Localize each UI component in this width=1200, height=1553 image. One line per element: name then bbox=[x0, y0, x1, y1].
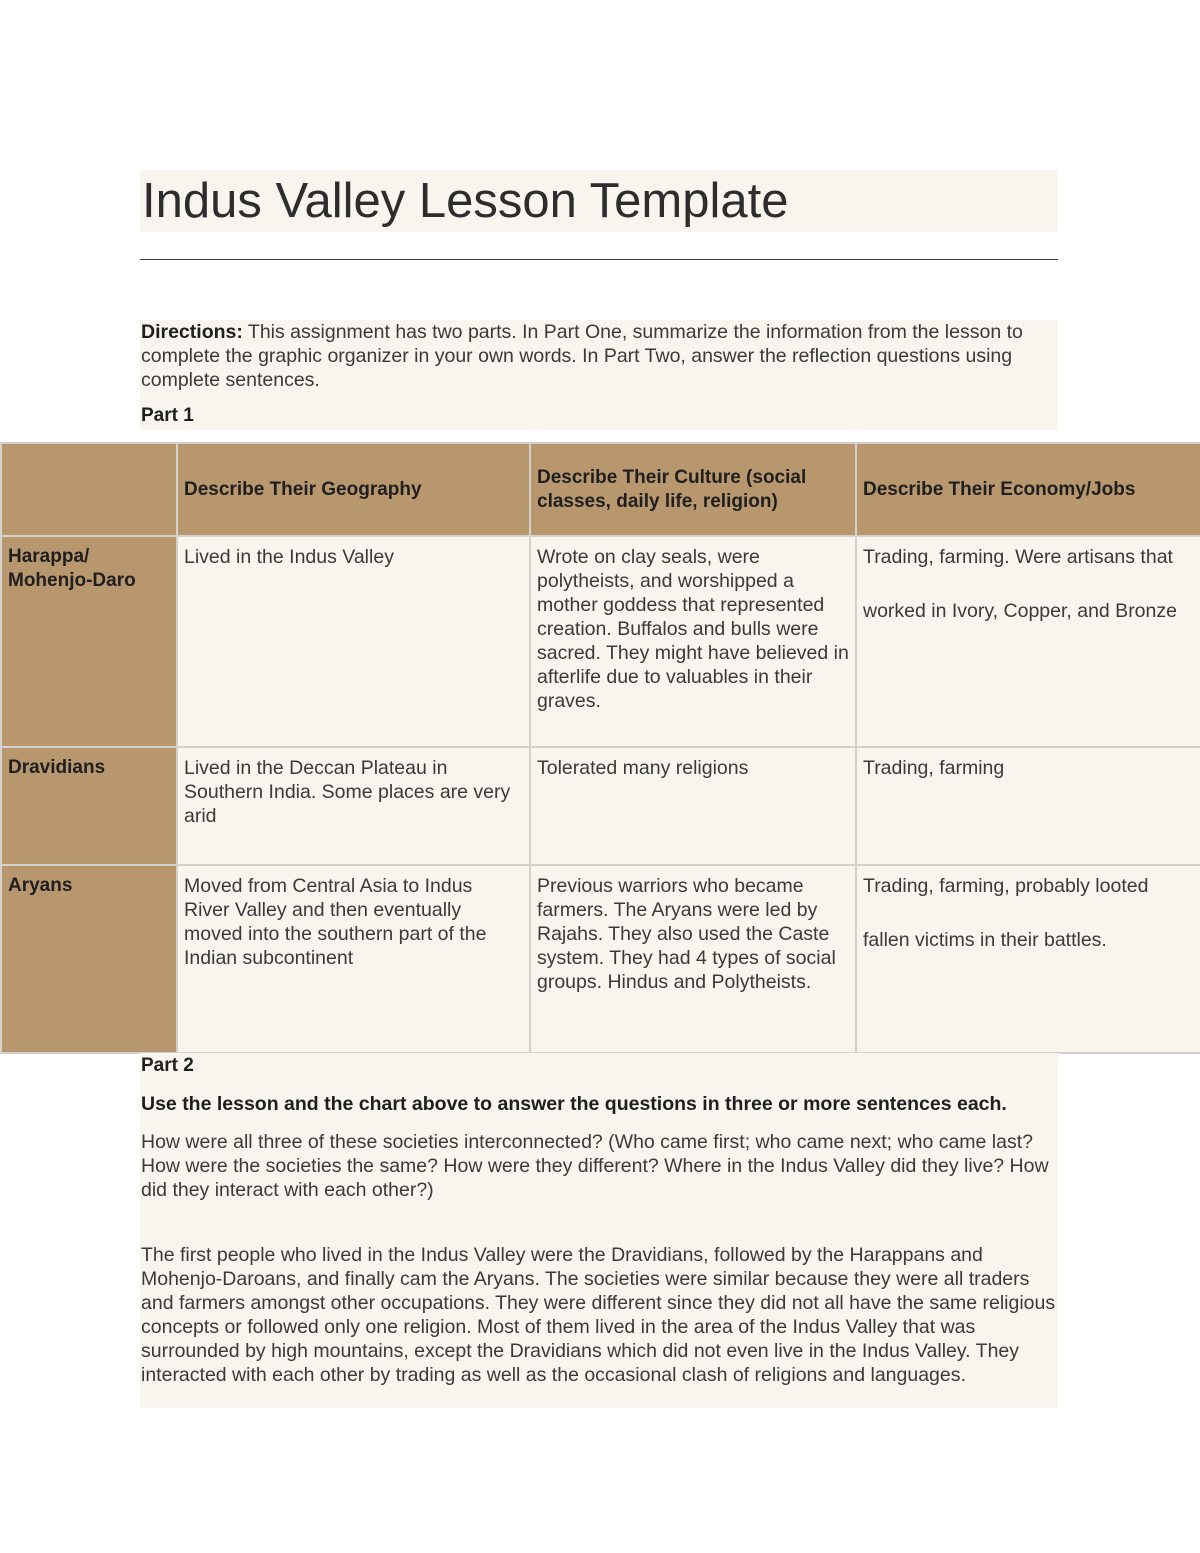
dravidians-geography: Lived in the Deccan Plateau in Southern India. Some places are very arid bbox=[177, 747, 530, 865]
aryans-culture: Previous warriors who became farmers. The Aryans were led by Rajahs. They also used the Caste system. They had 4 types of social groups. Hindus and Polytheists. bbox=[530, 865, 856, 1053]
table-header-row bbox=[1, 443, 1200, 536]
harappa-economy-cell bbox=[856, 536, 1200, 747]
harappa-economy: Trading, farming. Were artisans that worked in Ivory, Copper, and Bronze bbox=[863, 546, 1177, 622]
reflection-question: How were all three of these societies interconnected? (Who came first; who came next; who came last? How were the societies the same? How were they different? Where in the Indus Valley did they live? How did they interact with each other?) bbox=[141, 1131, 1049, 1201]
harappa-geography: Lived in the Indus Valley bbox=[177, 536, 530, 747]
table-row bbox=[1, 865, 1200, 1053]
table-row bbox=[1, 536, 1200, 747]
aryans-geography: Moved from Central Asia to Indus River Valley and then eventually moved into the southern part of the Indian subcontinent bbox=[177, 865, 530, 1053]
dravidians-culture: Tolerated many religions bbox=[530, 747, 856, 865]
aryans-economy-cell bbox=[856, 865, 1200, 1053]
directions-text: This assignment has two parts. In Part One, summarize the information from the lesson to complete the graphic organizer in your own words. In Part Two, answer the reflection questions using complete sentences. bbox=[141, 321, 1023, 391]
header-corner-cell bbox=[1, 443, 177, 536]
directions bbox=[141, 320, 1056, 392]
header-culture: Describe Their Culture (social classes, daily life, religion) bbox=[530, 443, 856, 536]
part-1-heading: Part 1 bbox=[141, 405, 194, 426]
page-title: Indus Valley Lesson Template bbox=[142, 174, 789, 228]
aryans-economy: Trading, farming, probably looted fallen victims in their battles. bbox=[863, 875, 1149, 951]
title-divider bbox=[140, 259, 1058, 260]
row-label-dravidians: Dravidians bbox=[1, 747, 177, 865]
table-row bbox=[1, 747, 1200, 865]
part-2-instruction: Use the lesson and the chart above to answer the questions in three or more sentences each. bbox=[141, 1093, 1007, 1115]
reflection-answer: The first people who lived in the Indus Valley were the Dravidians, followed by the Harappans and Mohenjo-Daroans, and finally cam the Aryans. The societies were similar because they were all traders and farmers amongst other occupations. They were different since they did not all have the same religious concepts or followed only one religion. Most of them lived in the area of the Indus Valley that was surrounded by high mountains, except the Dravidians which did not even live in the Indus Valley. They interacted with each other by trading as well as the occasional clash of religions and languages. bbox=[141, 1244, 1056, 1386]
part-2-heading: Part 2 bbox=[141, 1055, 194, 1076]
row-label-harappa: Harappa/ Mohenjo-Daro bbox=[1, 536, 177, 747]
graphic-organizer-table bbox=[0, 442, 1200, 1054]
row-label-aryans: Aryans bbox=[1, 865, 177, 1053]
harappa-culture: Wrote on clay seals, were polytheists, and worshipped a mother goddess that represented creation. Buffalos and bulls were sacred. They might have believed in afterlife due to valuables in their graves. bbox=[530, 536, 856, 747]
directions-label: Directions: bbox=[141, 321, 243, 343]
header-economy: Describe Their Economy/Jobs bbox=[856, 443, 1200, 536]
header-geography: Describe Their Geography bbox=[177, 443, 530, 536]
dravidians-economy: Trading, farming bbox=[856, 747, 1200, 865]
